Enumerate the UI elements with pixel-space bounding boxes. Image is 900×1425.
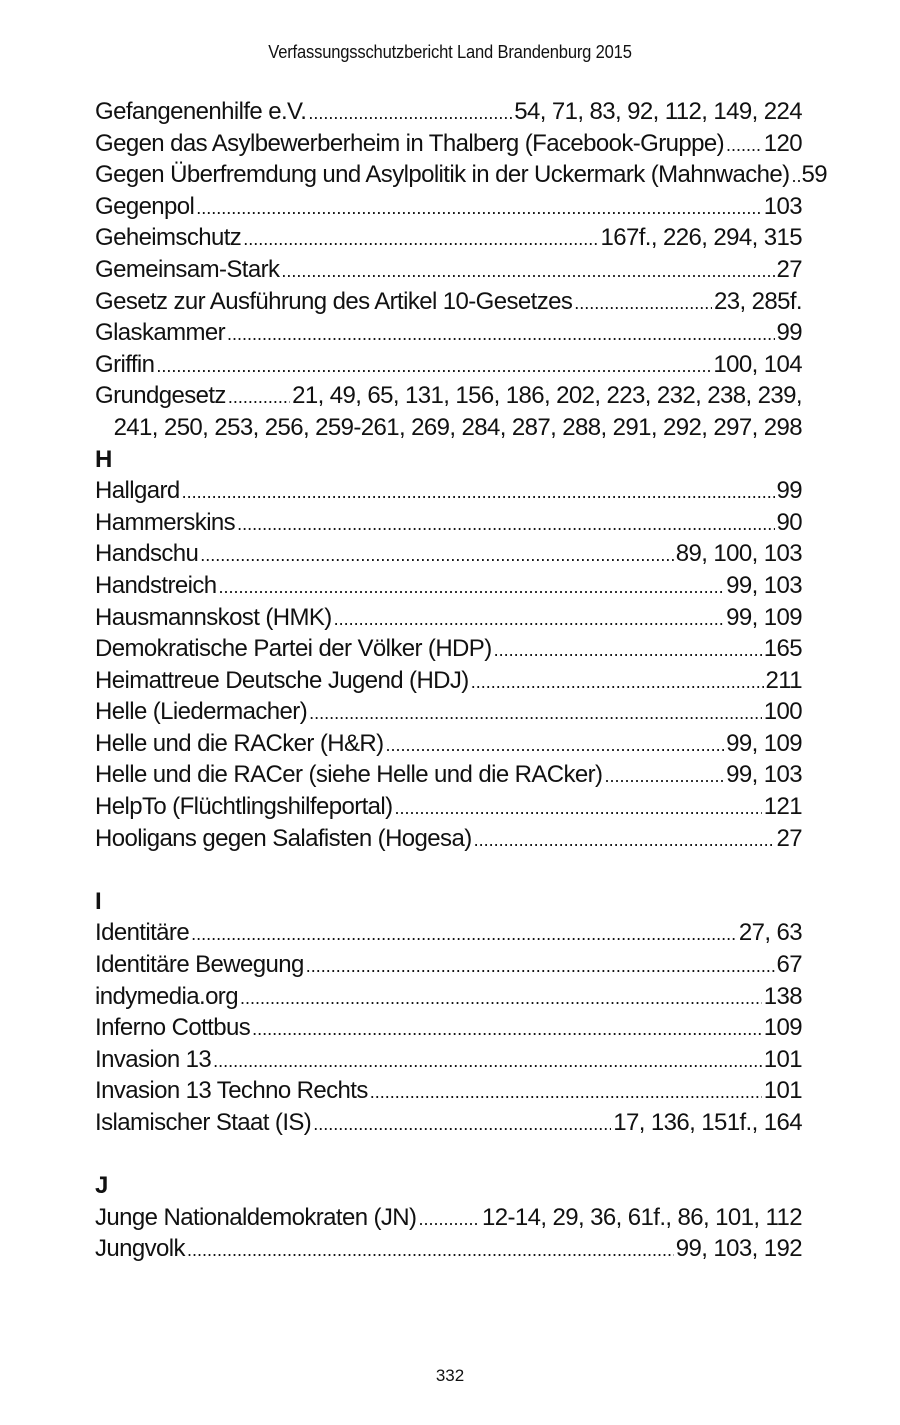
index-entry: [95, 254, 802, 286]
section-letter-i: I: [95, 887, 102, 915]
dot-leader: [196, 191, 761, 225]
index-pages: 100: [763, 698, 802, 726]
index-term: Geheimschutz: [95, 224, 242, 252]
index-term: Heimattreue Deutsche Jugend (HDJ): [95, 666, 469, 694]
index-entry: [95, 191, 802, 223]
dot-leader: [792, 159, 800, 193]
dot-leader: [471, 665, 764, 699]
dot-leader: [252, 1012, 762, 1046]
index-term: Inferno Cottbus: [95, 1014, 251, 1042]
index-term: Gefangenenhilfe e.V.: [95, 98, 307, 125]
index-term: Gesetz zur Ausführung des Artikel 10-Gesetzes: [95, 287, 573, 315]
index-term: Identitäre: [95, 919, 190, 947]
index-pages: 101: [763, 1077, 802, 1105]
index-entry: [95, 981, 802, 1013]
section-spacer: [95, 854, 802, 886]
index-pages: 99: [776, 477, 802, 505]
index-list: [95, 96, 828, 1265]
index-entry: [95, 507, 802, 539]
index-pages: 138: [763, 982, 802, 1010]
index-entry: [95, 570, 802, 602]
dot-leader: [191, 917, 737, 951]
index-pages: 99, 103: [726, 761, 802, 789]
index-term: HelpTo (Flüchtlingshilfeportal): [95, 793, 393, 821]
section-letter-h: H: [95, 445, 113, 473]
index-entry: [95, 823, 802, 855]
index-term: Helle und die RACer (siehe Helle und die RACker): [95, 761, 603, 789]
index-entry: [95, 286, 802, 318]
index-pages: 89, 100, 103: [675, 540, 802, 568]
index-term: Hammerskins: [95, 508, 236, 536]
dot-leader: [370, 1075, 762, 1109]
running-header: Verfassungsschutzbericht Land Brandenburg 2015: [268, 42, 632, 62]
index-pages: 90: [776, 508, 802, 536]
index-term: Helle und die RACker (H&R): [95, 729, 384, 757]
index-entry: [95, 159, 828, 191]
index-entry: [95, 791, 802, 823]
section-spacer: [95, 1139, 802, 1171]
page-number: 332: [435, 1366, 465, 1385]
dot-leader: [395, 791, 762, 825]
index-term: Gemeinsam-Stark: [95, 255, 280, 283]
index-term: Grundgesetz: [95, 382, 226, 410]
index-entry: [95, 222, 802, 254]
index-term: Hallgard: [95, 477, 180, 505]
dot-leader: [574, 286, 712, 320]
index-entry: [95, 602, 802, 634]
index-entry: [95, 317, 802, 349]
index-entry: [95, 1233, 802, 1265]
dot-leader: [494, 633, 762, 667]
dot-leader: [604, 759, 724, 793]
index-entry: [95, 380, 802, 412]
index-pages: 99, 109: [726, 603, 802, 631]
dot-leader: [187, 1233, 674, 1267]
index-pages: 99: [776, 319, 802, 347]
index-entry: [95, 696, 802, 728]
index-entry: [95, 1202, 802, 1234]
index-pages: 99, 103, 192: [675, 1235, 802, 1263]
dot-leader: [726, 128, 762, 162]
index-entry: [95, 538, 802, 570]
index-term: Identitäre Bewegung: [95, 951, 304, 979]
index-entry: [95, 1075, 802, 1107]
dot-leader: [334, 602, 724, 636]
index-entry: [95, 917, 802, 949]
index-pages: 67: [776, 951, 802, 979]
index-pages: 99, 103: [726, 571, 802, 599]
index-term: Handstreich: [95, 571, 217, 599]
index-term: Jungvolk: [95, 1235, 185, 1263]
index-entry: [95, 475, 802, 507]
dot-leader: [237, 507, 774, 541]
dot-leader: [240, 981, 762, 1015]
index-pages: 12-14, 29, 36, 61f., 86, 101, 112: [481, 1203, 802, 1231]
index-term: Gegen das Asylbewerberheim in Thalberg (Facebook-Gruppe): [95, 129, 724, 157]
index-term: Helle (Liedermacher): [95, 698, 308, 726]
index-entry: [95, 633, 802, 665]
index-entry: [95, 665, 802, 697]
dot-leader: [218, 570, 724, 604]
index-term: Gegen Überfremdung und Asylpolitik in der Uckermark (Mahnwache): [95, 161, 790, 189]
index-pages: 120: [763, 129, 802, 157]
index-pages: 27: [776, 255, 802, 283]
index-pages: 27: [776, 824, 802, 852]
dot-leader: [213, 1044, 762, 1078]
index-term: Glaskammer: [95, 319, 226, 347]
index-pages: 54, 71, 83, 92, 112, 149, 224: [514, 98, 802, 125]
index-pages: 211: [765, 666, 802, 694]
index-entry: [95, 759, 802, 791]
index-entry: [95, 949, 802, 981]
index-pages: 100, 104: [713, 350, 802, 378]
dot-leader: [308, 96, 512, 130]
dot-leader: [474, 823, 775, 857]
index-pages: 101: [763, 1045, 802, 1073]
index-entry: [95, 349, 802, 381]
index-pages: 99, 109: [726, 729, 802, 757]
index-pages: 165: [763, 635, 802, 663]
dot-leader: [309, 696, 762, 730]
index-term: Hooligans gegen Salafisten (Hogesa): [95, 824, 472, 852]
index-pages: 167f., 226, 294, 315: [600, 224, 802, 252]
index-term: Invasion 13: [95, 1045, 212, 1073]
index-term: Gegenpol: [95, 192, 195, 220]
dot-leader: [281, 254, 774, 288]
dot-leader: [227, 317, 774, 351]
index-term: indymedia.org: [95, 982, 238, 1010]
dot-leader: [306, 949, 775, 983]
index-term: Handschu: [95, 540, 199, 568]
dot-leader: [228, 380, 290, 414]
index-entry: [95, 728, 802, 760]
index-pages: 23, 285f.: [713, 287, 802, 315]
index-term: Demokratische Partei der Völker (HDP): [95, 635, 492, 663]
index-entry: [95, 96, 802, 128]
index-pages: 59: [801, 161, 828, 189]
index-entry: [95, 1107, 802, 1139]
index-pages: 21, 49, 65, 131, 156, 186, 202, 223, 232, 238, 239,: [292, 382, 802, 410]
index-pages: 109: [763, 1014, 802, 1042]
index-pages-continuation: 241, 250, 253, 256, 259-261, 269, 284, 287, 288, 291, 292, 297, 298: [113, 413, 802, 441]
dot-leader: [418, 1202, 480, 1236]
index-entry: [95, 1012, 802, 1044]
index-pages: 27, 63: [738, 919, 802, 947]
dot-leader: [182, 475, 775, 509]
index-term: Islamischer Staat (IS): [95, 1109, 312, 1136]
dot-leader: [243, 222, 598, 256]
index-pages: 121: [763, 793, 802, 821]
index-term: Griffin: [95, 350, 155, 378]
index-term: Hausmannskost (HMK): [95, 603, 332, 631]
dot-leader: [313, 1107, 611, 1141]
section-letter-j: J: [95, 1172, 109, 1200]
index-pages: 17, 136, 151f., 164: [613, 1109, 802, 1136]
dot-leader: [386, 728, 725, 762]
index-term: Invasion 13 Techno Rechts: [95, 1077, 368, 1105]
index-entry: [95, 128, 802, 160]
index-term: Junge Nationaldemokraten (JN): [95, 1203, 417, 1231]
index-pages: 103: [763, 192, 802, 220]
index-entry: [95, 1044, 802, 1076]
dot-leader: [156, 349, 711, 383]
dot-leader: [200, 538, 673, 572]
